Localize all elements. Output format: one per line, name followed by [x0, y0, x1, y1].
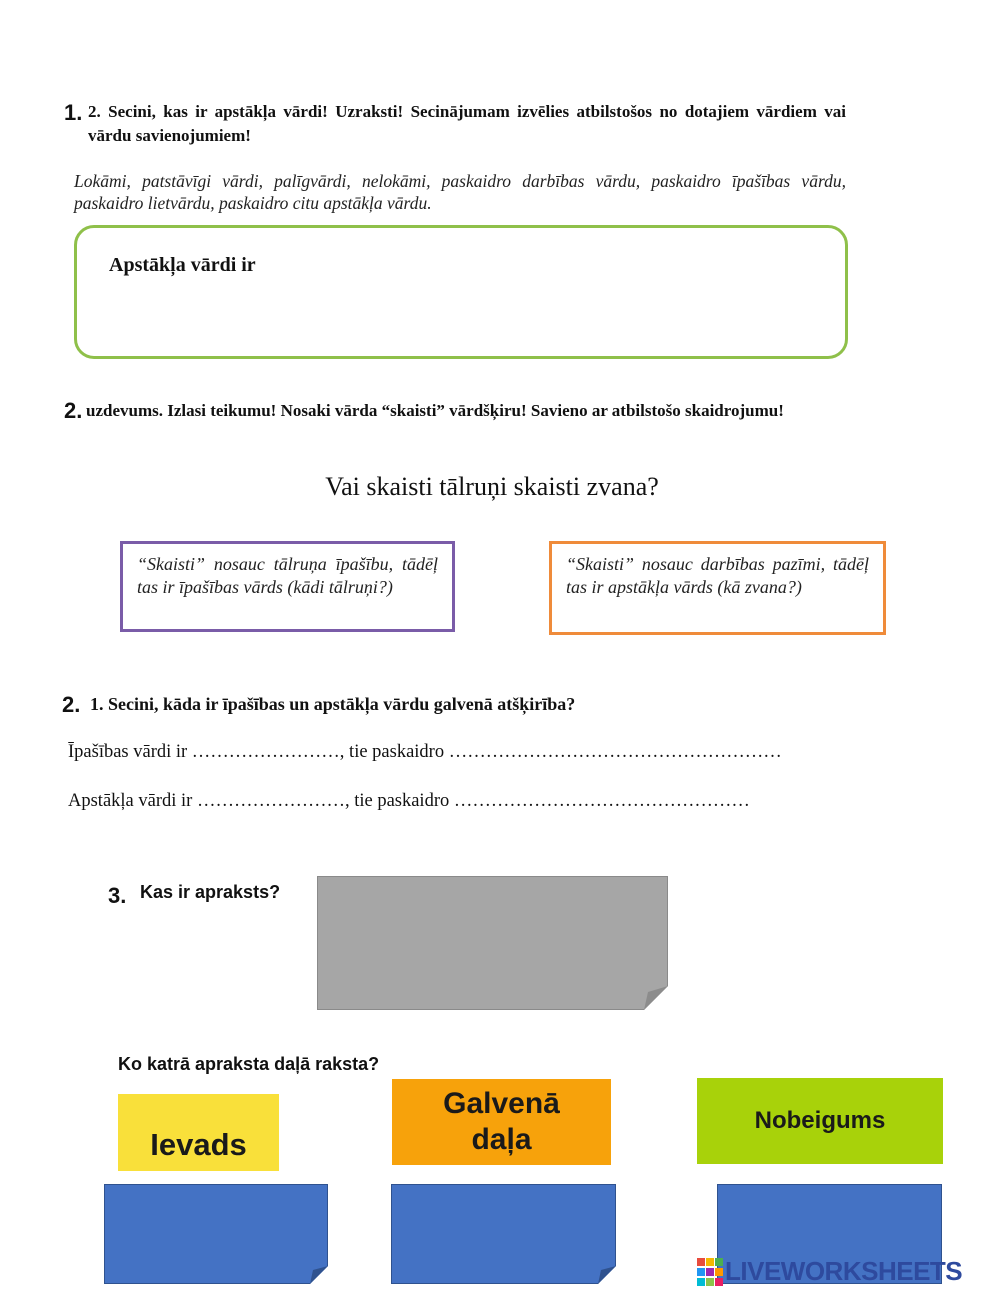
task2-option-right[interactable]: [549, 541, 886, 635]
drop-zone-galvena-dala[interactable]: [391, 1184, 616, 1284]
task2-number: 2.: [64, 398, 83, 423]
task2-option-left-text: “Skaisti” nosauc tālruņa īpašību, tādēļ tas ir īpašības vārds (kādi tālruņi?): [137, 554, 438, 597]
task2-option-right-text: “Skaisti” nosauc darbības pazīmi, tādēļ tas ir apstākļa vārds (kā zvana?): [566, 554, 869, 597]
task2-question: uzdevums. Izlasi teikumu! Nosaki vārda “skaisti” vārdšķiru! Savieno ar atbilstošo skaidrojumu!: [86, 401, 784, 420]
label-nobeigums: [697, 1078, 943, 1164]
label-ievads: [118, 1094, 279, 1171]
task21-number: 2.: [62, 692, 81, 717]
task2-sentence: [0, 472, 1000, 502]
liveworksheets-logo-icon: [697, 1258, 723, 1286]
page-fold-icon: [598, 1266, 616, 1284]
page-fold-icon: [644, 986, 668, 1010]
task2-option-left[interactable]: [120, 541, 455, 632]
task1-number: 1.: [64, 100, 83, 125]
task3-question: Kas ir apraksts?: [140, 882, 281, 902]
task1-question: 2. Secini, kas ir apstākļa vārdi! Uzraksti! Secinājumam izvēlies atbilstošos no dotajiem vārdiem vai vārdu savienojumiem!: [88, 102, 846, 145]
task21-line1[interactable]: Īpašības vārdi ir ……………………, tie paskaidro ………………………………………………: [68, 742, 782, 762]
task3-answer-box[interactable]: [317, 876, 668, 1010]
label-nobeigums-text: Nobeigums: [754, 1107, 886, 1134]
label-ievads-text: Ievads: [150, 1127, 247, 1162]
label-galvena-dala-text: Galvenā daļa: [443, 1087, 560, 1156]
liveworksheets-watermark: [697, 1256, 962, 1287]
task3-question2: Ko katrā apraksta daļā raksta?: [118, 1054, 380, 1074]
task1-answer-label: Apstākļa vārdi ir: [109, 254, 256, 276]
task21-question: 1. Secini, kāda ir īpašības un apstākļa vārdu galvenā atšķirība?: [90, 694, 576, 714]
page-fold-icon: [310, 1266, 328, 1284]
label-galvena-dala: [392, 1079, 611, 1165]
drop-zone-ievads[interactable]: [104, 1184, 328, 1284]
task1-answer-box[interactable]: [74, 225, 848, 359]
task3-number: 3.: [108, 883, 127, 908]
task2-sentence-text: Vai skaisti tālruņi skaisti zvana?: [325, 472, 659, 501]
liveworksheets-text: LIVEWORKSHEETS: [725, 1256, 963, 1286]
task1-word-bank: Lokāmi, patstāvīgi vārdi, palīgvārdi, nelokāmi, paskaidro darbības vārdu, paskaidro īpašības vārdu, paskaidro lietvārdu, paskaidro citu apstākļa vārdu.: [74, 171, 846, 213]
task21-line2[interactable]: Apstākļa vārdi ir ……………………, tie paskaidro …………………………………………: [68, 791, 750, 811]
